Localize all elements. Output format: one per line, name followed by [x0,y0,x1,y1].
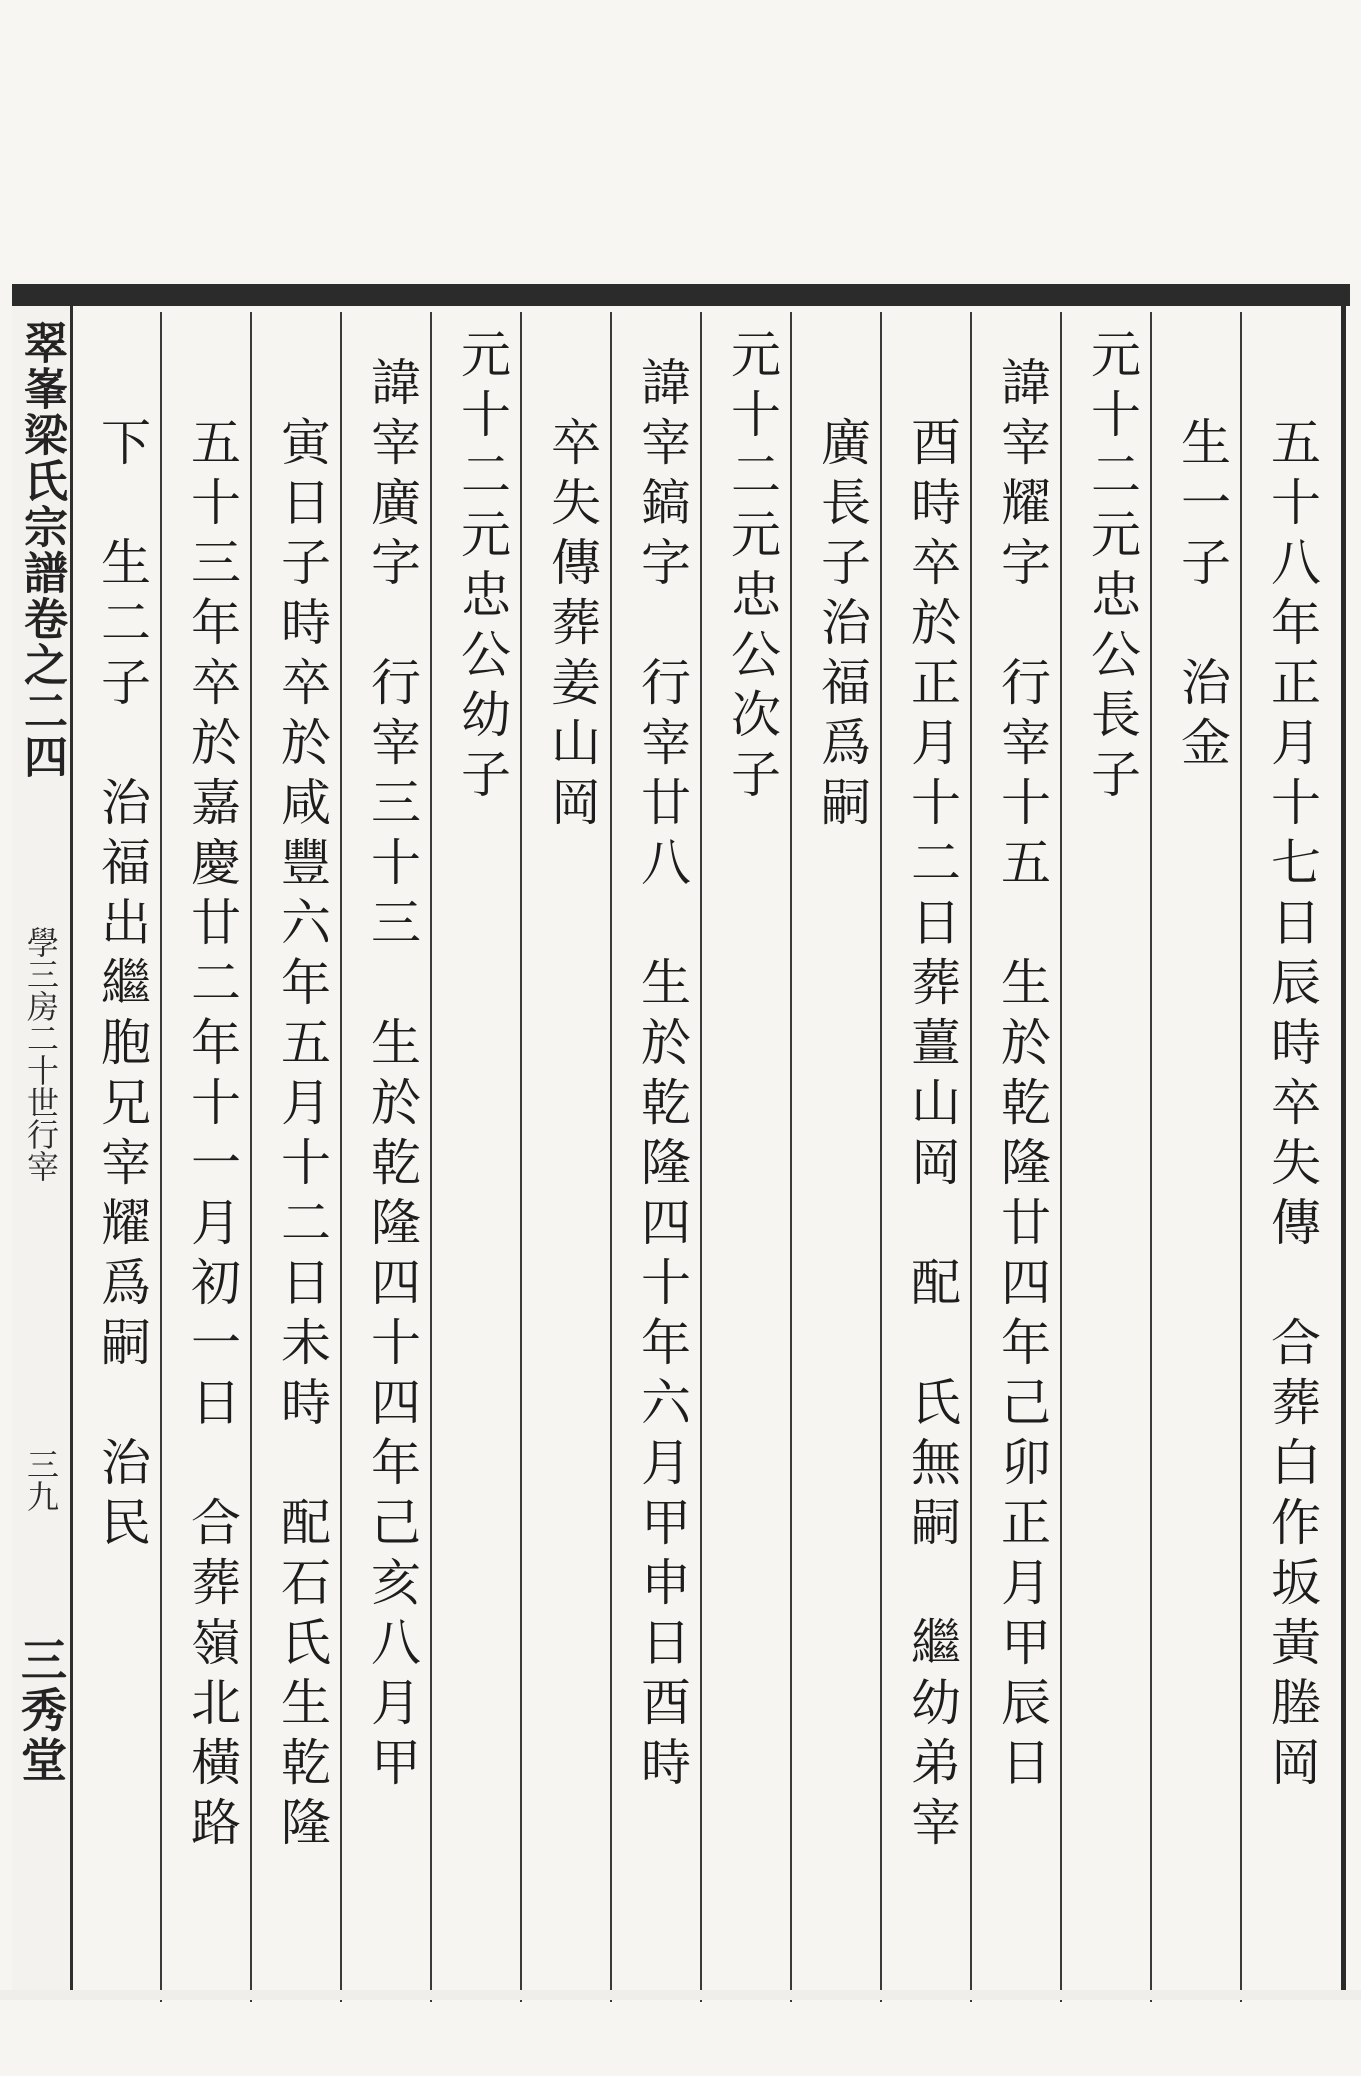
spine-page-number: 三九 [22,1448,60,1512]
spine [12,306,73,2000]
top-margin [0,0,1361,280]
text-column-05: 酉時卒於正月十二日葬薑山岡 配 氏無嗣 繼幼弟宰 [903,416,961,1856]
spine-volume: 卷之二四 [16,596,67,780]
text-column-10: 元十二元忠公幼子 [453,328,511,808]
page-frame [12,306,1346,2000]
top-border-band [12,284,1350,306]
spine-title [16,320,67,780]
text-column-12: 寅日子時卒於咸豐六年五月十二日未時 配石氏生乾隆 [273,416,331,1856]
spine-title-text: 翠峯梁氏宗譜 [16,320,67,596]
text-column-01: 五十八年正月十七日辰時卒失傳 合葬白作坂黃塍岡 [1263,416,1321,1796]
text-column-04: 諱宰耀字 行宰十五 生於乾隆廿四年己卯正月甲辰日 [993,356,1051,1796]
text-column-07: 元十二元忠公次子 [723,328,781,808]
text-column-06: 廣長子治福爲嗣 [813,416,871,836]
text-column-09: 卒失傳葬姜山岡 [543,416,601,836]
spine-section: 學三房二十世行宰 [22,926,60,1182]
text-column-02: 生一子 治金 [1173,416,1231,776]
text-column-08: 諱宰鎬字 行宰廿八 生於乾隆四十年六月甲申日酉時 [633,356,691,1796]
right-border [1341,306,1346,2000]
bottom-edge [0,1990,1361,2000]
text-column-03: 元十二元忠公長子 [1083,328,1141,808]
text-column-14: 下 生二子 治福出繼胞兄宰耀爲嗣 治民 [93,416,151,1556]
text-column-13: 五十三年卒於嘉慶廿二年十一月初一日 合葬嶺北橫路 [183,416,241,1856]
text-column-11: 諱宰廣字 行宰三十三 生於乾隆四十四年己亥八月甲 [363,356,421,1796]
spine-hall-name: 三秀堂 [14,1636,68,1786]
